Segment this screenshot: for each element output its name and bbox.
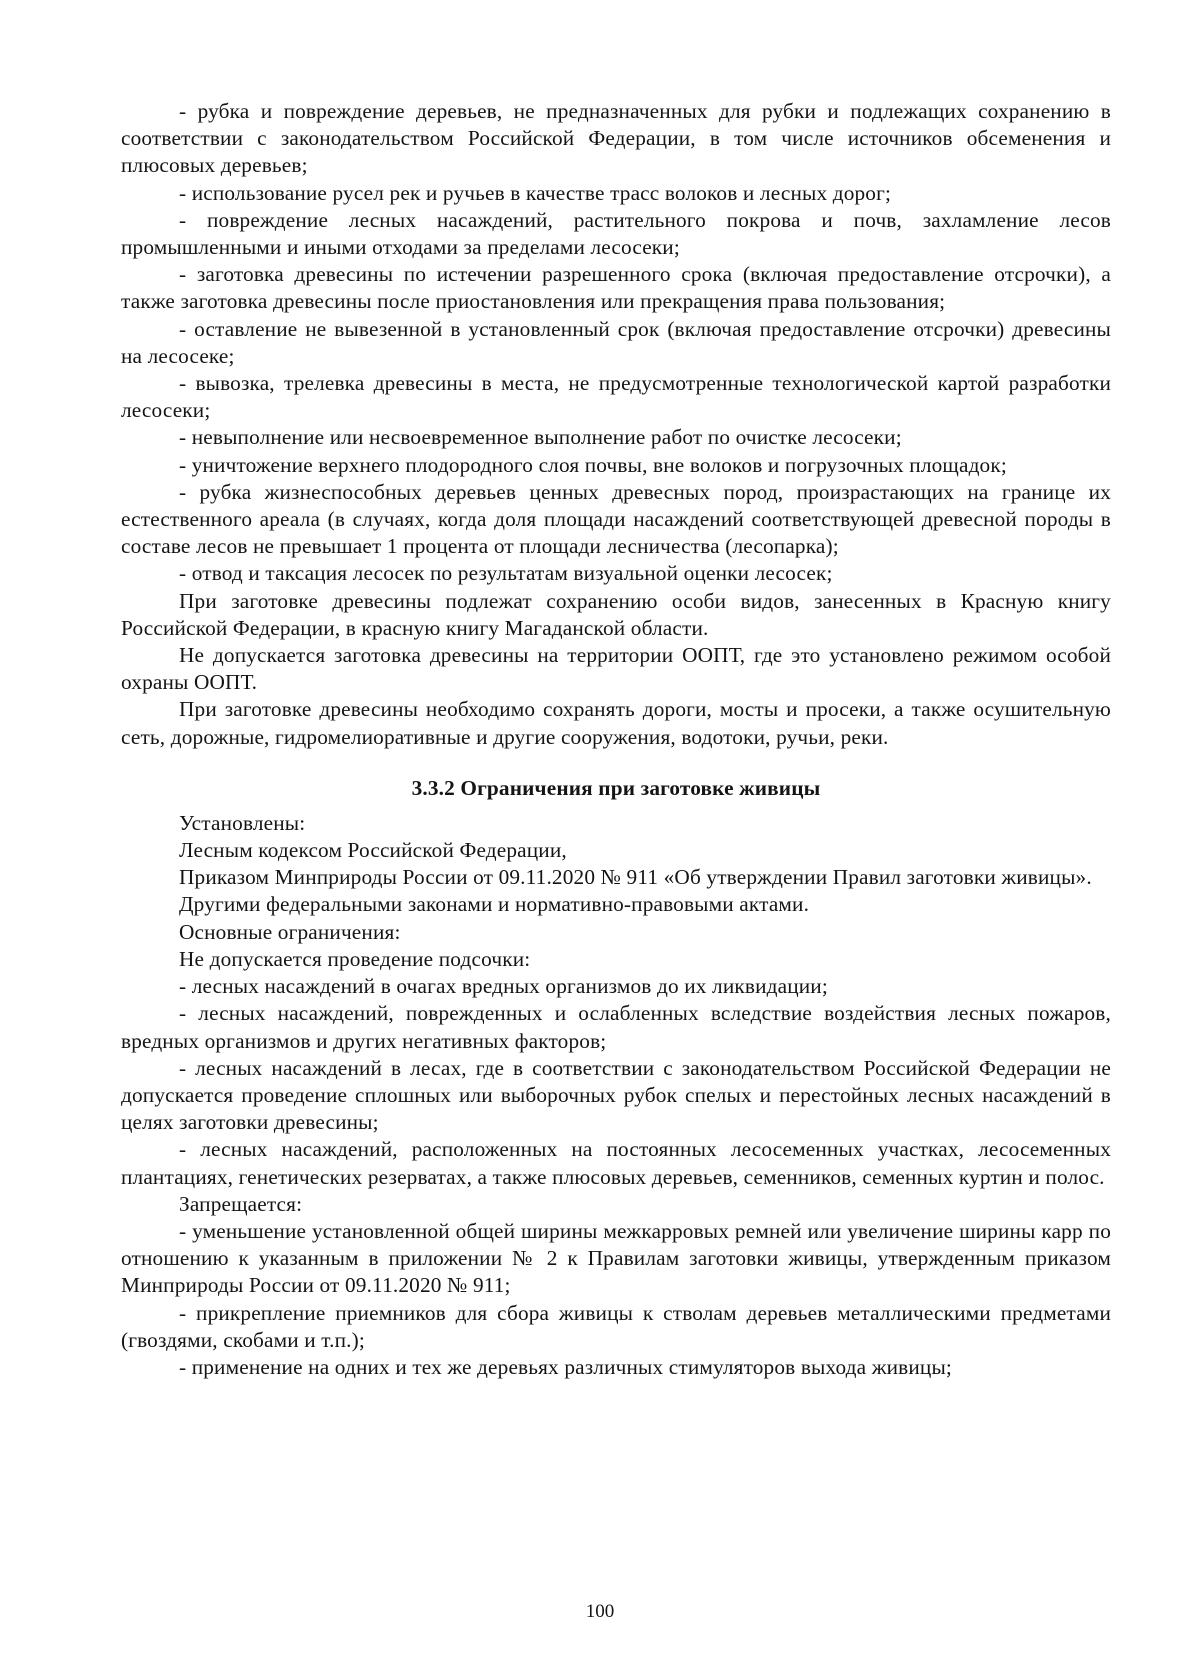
paragraph: При заготовке древесины необходимо сохранять дороги, мосты и просеки, а также осушительную сеть, дорожные, гидромелиоративные и другие сооружения, водотоки, ручьи, реки. [121, 697, 1111, 749]
paragraph: - оставление не вывезенной в установленный срок (включая предоставление отсрочки) древесины на лесосеке; [121, 316, 1111, 368]
page-number: 100 [585, 1601, 615, 1622]
paragraph: - применение на одних и тех же деревьях различных стимуляторов выхода живицы; [179, 1354, 952, 1379]
paragraph: - невыполнение или несвоевременное выполнение работ по очистке лесосеки; [179, 425, 902, 450]
paragraph: При заготовке древесины подлежат сохранению особи видов, занесенных в Красную книгу Российской Федерации, в красную книгу Магаданской области. [121, 588, 1111, 640]
paragraph: - использование русел рек и ручьев в качестве трасс волоков и лесных дорог; [179, 180, 892, 205]
paragraph: - отвод и таксация лесосек по результатам визуальной оценки лесосек; [179, 561, 833, 586]
paragraph: - лесных насаждений, поврежденных и ослабленных вследствие воздействия лесных пожаров, вредных организмов и других негативных факторов; [121, 1001, 1111, 1053]
paragraph: Не допускается проведение подсочки: [179, 946, 531, 971]
paragraph: - уничтожение верхнего плодородного слоя почвы, вне волоков и погрузочных площадок; [179, 452, 1007, 477]
paragraph: Другими федеральными законами и нормативно-правовыми актами. [179, 892, 810, 917]
paragraph: Запрещается: [179, 1191, 303, 1216]
paragraph: Лесным кодексом Российской Федерации, [179, 838, 567, 863]
paragraph: - повреждение лесных насаждений, растительного покрова и почв, захламление лесов промышленными и иными отходами за пределами лесосеки; [121, 207, 1111, 260]
paragraph: Не допускается заготовка древесины на территории ООПТ, где это установлено режимом особой охраны ООПТ. [121, 643, 1111, 695]
paragraph: Приказом Минприроды России от 09.11.2020 № 911 «Об утверждении Правил заготовки живицы». [179, 865, 1092, 890]
paragraph: - прикрепление приемников для сбора живицы к стволам деревьев металлическими предметами (гвоздями, скобами и т.п.); [121, 1300, 1111, 1352]
paragraph: Основные ограничения: [179, 919, 401, 944]
paragraph: - заготовка древесины по истечении разрешенного срока (включая предоставление отсрочки), а также заготовка древесины после приостановления или прекращения права пользования; [121, 262, 1111, 314]
paragraph: - лесных насаждений, расположенных на постоянных лесосеменных участках, лесосеменных плантациях, генетических резерватах, а также плюсовых деревьев, семенников, семенных куртин и полос. [121, 1137, 1111, 1189]
paragraph: - рубка и повреждение деревьев, не предназначенных для рубки и подлежащих сохранению в соответствии с законодательством Российской Федерации, в том числе источников обсеменения и плюсовых деревьев; [121, 99, 1111, 178]
page-body [121, 98, 1111, 1381]
section-heading: 3.3.2 Ограничения при заготовке живицы [411, 775, 821, 800]
paragraph: - вывозка, трелевка древесины в места, не предусмотренные технологической картой разработки лесосеки; [121, 371, 1111, 423]
paragraph: - лесных насаждений в лесах, где в соответствии с законодательством Российской Федерации не допускается проведение сплошных или выборочных рубок спелых и перестойных лесных насаждений в целях заготовки древесины; [121, 1055, 1111, 1135]
paragraph: - уменьшение установленной общей ширины межкарровых ремней или увеличение ширины карр по отношению к указанным в приложении № 2 к Правилам заготовки живицы, утвержденным приказом Минприроды России от 09.11.2020 № 911; [121, 1218, 1111, 1298]
paragraph: - лесных насаждений в очагах вредных организмов до их ликвидации; [179, 974, 828, 999]
paragraph: - рубка жизнеспособных деревьев ценных древесных пород, произрастающих на границе их естественного ареала (в случаях, когда доля площади насаждений соответствующей древесной породы в составе лесов не превышает 1 процента от площади лесничества (лесопарка); [121, 479, 1111, 559]
paragraph: Установлены: [179, 810, 306, 835]
